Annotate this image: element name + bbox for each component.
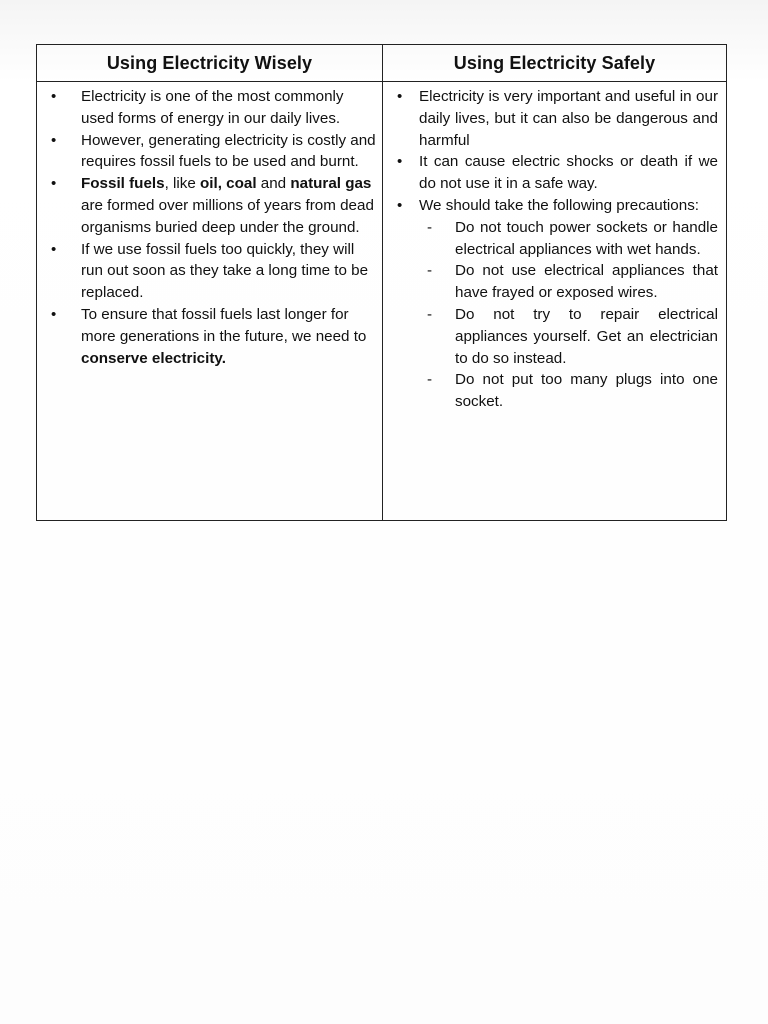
header-using-wisely: Using Electricity Wisely <box>37 45 383 82</box>
wisely-bullet <box>37 239 382 304</box>
wisely-bullet <box>37 304 382 369</box>
wisely-bullet <box>37 86 382 130</box>
safely-bullet-text: We should take the following precautions: <box>419 196 700 214</box>
bold-term: natural gas <box>290 175 372 193</box>
precaution-item: - Do not touch power sockets or handle electrical appliances with wet hands. <box>419 217 718 261</box>
electricity-table <box>36 44 727 521</box>
table-header-row <box>37 45 727 82</box>
precaution-item: - Do not try to repair electrical appliances yourself. Get an electrician to do so instead. <box>419 304 718 369</box>
header-using-safely: Using Electricity Safely <box>383 45 727 82</box>
bullet-text: However, generating electricity is costly and requires fossil fuels to be used and burnt. <box>81 131 376 171</box>
precaution-item: - Do not use electrical appliances that have frayed or exposed wires. <box>419 260 718 304</box>
bullet-text: are formed over millions of years from dead organisms buried deep under the ground. <box>81 196 374 236</box>
bullet-text: To ensure that fossil fuels last longer for more generations in the future, we need to <box>81 305 367 345</box>
bullet-text: If we use fossil fuels too quickly, they will run out soon as they take a long time to be replaced. <box>81 240 369 302</box>
bullet-text: Electricity is one of the most commonly used forms of energy in our daily lives. <box>81 88 344 127</box>
wisely-bullet <box>37 173 382 238</box>
safely-bullet-list <box>383 86 726 413</box>
precaution-item: - Do not put too many plugs into one socket. <box>419 369 718 413</box>
safely-bullet <box>383 195 726 413</box>
bold-term: conserve electricity. <box>81 349 226 367</box>
bold-term: oil, coal <box>200 175 257 193</box>
bullet-text: , like <box>164 175 201 193</box>
safely-cell <box>383 82 727 521</box>
bullet-text: and <box>256 175 291 193</box>
safely-bullet: • Electricity is very important and useful in our daily lives, but it can also be dangerous and harmful <box>383 86 726 151</box>
wisely-cell <box>37 82 383 521</box>
precautions-list <box>419 217 718 413</box>
safely-bullet: • It can cause electric shocks or death if we do not use it in a safe way. <box>383 151 726 195</box>
table-body-row <box>37 82 727 521</box>
bold-term: Fossil fuels <box>81 175 165 193</box>
wisely-bullet <box>37 130 382 174</box>
wisely-bullet-list <box>37 86 382 369</box>
